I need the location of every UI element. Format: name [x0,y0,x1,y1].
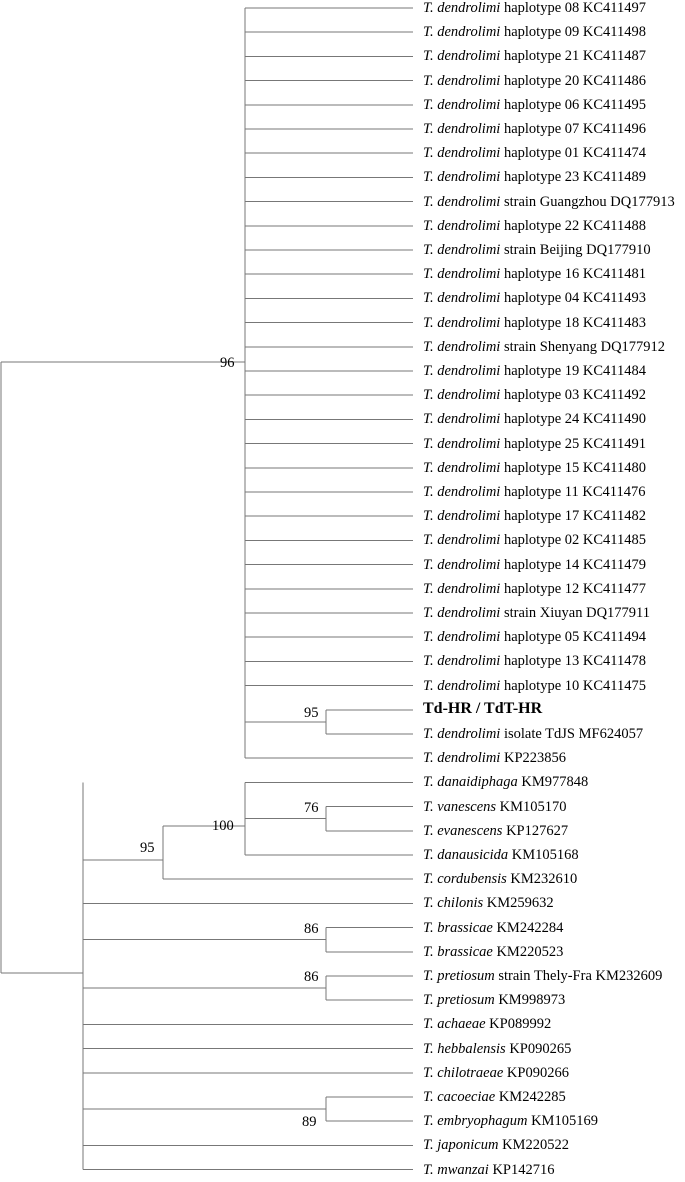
taxon-species: T. dendrolimi [423,459,501,476]
taxon-accession: haplotype 18 KC411483 [503,314,647,331]
taxon-species: T. pretiosum [423,992,495,1009]
taxon-accession: KM105170 [499,798,567,815]
taxon-accession: haplotype 12 KC411477 [503,580,647,597]
taxon-label [423,701,542,717]
taxon-accession: KM105168 [511,847,579,863]
taxon-label [423,242,651,258]
taxon-accession: strain Guangzhou DQ177913 [503,193,675,210]
taxon-label [423,266,646,282]
taxon-species: T. cordubensis [423,871,507,888]
taxon-label [423,532,646,548]
taxon-accession: strain Beijing DQ177910 [503,242,651,258]
taxon-accession: KM998973 [498,992,566,1009]
taxon-species: T. dendrolimi [423,217,501,234]
taxon-species: T. dendrolimi [423,677,501,694]
taxon-label [423,968,662,984]
taxon-label [423,823,568,839]
taxon-accession: KM977848 [521,774,589,791]
taxon-accession: strain Thely-Fra KM232609 [498,968,663,984]
taxon-species: T. dendrolimi [423,508,501,525]
taxon-accession: haplotype 25 KC411491 [503,435,647,452]
taxon-species: T. dendrolimi [423,629,501,646]
taxon-label [423,363,646,379]
taxon-accession: KP089992 [489,1016,552,1033]
taxon-species: T. dendrolimi [423,266,501,283]
taxon-label [423,24,646,40]
taxon-accession: haplotype 13 KC411478 [503,653,647,670]
bootstrap-danaidiphaga-cordubensis: 95 [140,840,155,856]
taxon-species: T. dendrolimi [423,605,501,621]
taxon-accession: haplotype 10 KC411475 [503,677,647,694]
bootstrap-pretiosum: 86 [304,969,319,985]
taxon-species: T. dendrolimi [423,169,501,186]
taxon-label [423,1016,551,1032]
taxon-accession: KP090266 [506,1064,569,1081]
taxon-species: T. chilotraeae [423,1064,504,1081]
taxon-species: T. dendrolimi [423,484,501,500]
taxon-species: T. mwanzai [423,1161,489,1178]
taxon-species: T. dendrolimi [423,726,501,742]
taxon-accession: KM242284 [496,919,564,936]
taxon-label [423,557,646,573]
taxon-species: T. dendrolimi [423,580,501,597]
taxon-label [423,290,646,306]
taxon-label [423,339,665,355]
taxon-species: T. dendrolimi [423,314,501,331]
taxon-species: T. dendrolimi [423,532,501,549]
taxon-accession: isolate TdJS MF624057 [503,726,644,742]
taxon-species: T. danaidiphaga [423,774,518,791]
taxon-accession: haplotype 09 KC411498 [503,24,647,41]
taxon-accession: haplotype 24 KC411490 [503,411,647,428]
taxon-label [423,847,579,863]
taxon-label [423,774,588,790]
taxon-label [423,750,566,766]
taxon-accession: haplotype 20 KC411486 [503,72,647,89]
taxon-species: T. dendrolimi [423,411,501,428]
taxon-species: T. brassicae [423,943,493,960]
taxon-accession: haplotype 03 KC411492 [503,387,647,404]
taxon-label [423,484,645,500]
taxon-label [423,436,646,452]
taxon-label [423,1113,598,1129]
taxon-species: T. pretiosum [423,968,495,984]
taxon-accession: KP223856 [503,750,567,767]
taxon-label [423,678,646,694]
taxon-species: T. dendrolimi [423,145,501,162]
taxon-label [423,653,646,669]
taxon-label [423,0,646,16]
taxon-label [423,1041,571,1057]
bootstrap-dendrolimi-clade: 96 [220,355,235,371]
taxon-species: T. evanescens [423,822,503,839]
taxon-accession: KP142716 [492,1161,555,1178]
taxon-label [423,387,646,403]
taxon-label [423,194,675,210]
taxon-species: T. embryophagum [423,1113,528,1130]
bootstrap-danaidiphaga-group: 100 [212,818,234,834]
taxon-label [423,920,563,936]
taxon-accession: haplotype 17 KC411482 [503,508,647,525]
bootstrap-tdhr-clade: 95 [304,705,319,721]
taxon-accession: haplotype 14 KC411479 [503,556,647,573]
taxon-accession: KM220523 [496,943,564,960]
taxon-species: T. danausicida [423,847,509,863]
taxon-label [423,121,646,137]
taxon-accession: KM105169 [531,1113,598,1130]
taxon-species: T. hebbalensis [423,1040,506,1057]
taxon-accession: strain Shenyang DQ177912 [503,338,666,355]
taxon-species: T. dendrolimi [423,48,501,65]
taxon-species: T. dendrolimi [423,121,501,137]
taxon-species: T. dendrolimi [423,338,501,355]
taxon-label [423,581,646,597]
taxon-label [423,73,646,89]
taxon-label [423,895,554,911]
bootstrap-cacoeciae-embryophagum: 89 [302,1114,317,1130]
taxon-label [423,315,646,331]
taxon-label [423,508,646,524]
taxon-label [423,460,646,476]
taxon-species: T. dendrolimi [423,290,501,307]
taxon-accession: haplotype 02 KC411485 [503,532,647,549]
taxon-accession: haplotype 05 KC411494 [503,629,647,646]
taxon-species: T. chilonis [423,895,484,912]
taxon-species: T. dendrolimi [423,435,501,452]
taxon-species: T. dendrolimi [423,96,501,113]
taxon-label [423,1089,566,1105]
taxon-accession: strain Xiuyan DQ177911 [503,605,651,621]
taxon-label [423,218,646,234]
taxon-species: T. vanescens [423,798,497,815]
taxon-species: T. dendrolimi [423,193,501,210]
taxon-label [423,169,646,185]
taxon-species: T. japonicum [423,1137,499,1154]
taxon-species: T. dendrolimi [423,363,501,379]
taxon-accession: haplotype 15 KC411480 [503,459,647,476]
taxon-label [423,48,646,64]
taxon-species: T. dendrolimi [423,242,501,258]
taxon-species: T. dendrolimi [423,0,501,16]
taxon-label [423,97,646,113]
taxon-species: T. dendrolimi [423,72,501,89]
taxon-accession: KM242285 [498,1089,566,1105]
taxon-species: T. dendrolimi [423,750,501,767]
bootstrap-brassicae: 86 [304,921,319,937]
taxon-label [423,1065,569,1081]
taxon-label [423,629,646,645]
taxon-species: T. dendrolimi [423,653,501,670]
taxon-species: T. dendrolimi [423,556,501,573]
taxon-label [423,799,567,815]
taxon-accession: haplotype 16 KC411481 [503,266,647,283]
taxon-label [423,605,650,621]
taxon-accession: haplotype 07 KC411496 [503,121,647,137]
taxon-label [423,411,646,427]
taxon-label [423,944,563,960]
taxon-accession: haplotype 19 KC411484 [503,363,647,379]
taxon-label [423,1137,569,1153]
taxon-accession: haplotype 23 KC411489 [503,169,647,186]
taxon-accession: Td-HR / TdT-HR [423,699,543,717]
taxon-accession: haplotype 06 KC411495 [503,96,647,113]
taxon-label [423,871,577,887]
taxon-accession: KP090265 [509,1040,572,1057]
taxon-species: T. achaeae [423,1016,486,1033]
taxon-accession: KP127627 [506,822,569,839]
taxon-accession: haplotype 08 KC411497 [503,0,647,16]
taxon-label [423,1162,554,1178]
taxon-label [423,145,646,161]
taxon-accession: haplotype 22 KC411488 [503,217,647,234]
taxon-accession: KM220522 [502,1137,569,1154]
taxon-label [423,726,643,742]
taxon-species: T. brassicae [423,919,493,936]
taxon-accession: KM259632 [486,895,554,912]
taxon-species: T. dendrolimi [423,24,501,41]
bootstrap-vanescens-evanescens: 76 [304,800,319,816]
taxon-label [423,992,565,1008]
taxon-species: T. dendrolimi [423,387,501,404]
taxon-accession: haplotype 04 KC411493 [503,290,647,307]
taxon-accession: KM232610 [510,871,578,888]
taxon-species: T. cacoeciae [423,1089,496,1105]
taxon-accession: haplotype 01 KC411474 [503,145,647,162]
taxon-accession: haplotype 11 KC411476 [503,484,646,500]
taxon-accession: haplotype 21 KC411487 [503,48,647,65]
